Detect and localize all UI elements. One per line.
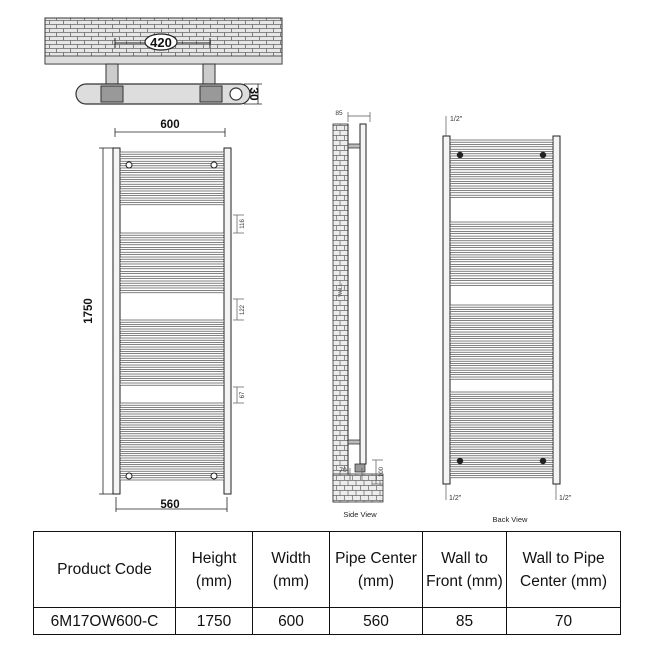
back-view-rail (450, 246, 553, 248)
front-view-rail (120, 267, 224, 269)
front-view-bracket-br (211, 473, 217, 479)
top-view-bracket-right (203, 64, 215, 86)
front-view-bars (120, 152, 224, 480)
front-view-rail (120, 271, 224, 273)
back-view-valve-bottom-left: 1/2" (449, 495, 462, 502)
front-view-spacing-b: 122 (240, 304, 246, 316)
front-view-rail (120, 281, 224, 283)
back-view-rail (450, 328, 553, 330)
top-view-bracket-left (106, 64, 118, 86)
back-view-rail (450, 172, 553, 174)
spec-value-product-code: 6M17OW600-C (34, 608, 176, 635)
top-view-spacing-label: 420 (150, 35, 172, 50)
spec-value-row (34, 608, 621, 635)
back-view-rail (450, 350, 553, 352)
front-view-rail (120, 233, 224, 235)
back-view-rail (450, 392, 553, 394)
back-view-rail (450, 405, 553, 407)
front-view-rail (120, 193, 224, 195)
spec-header-width: Width (mm) (253, 532, 330, 608)
back-view-rail (450, 427, 553, 429)
back-view-rail (450, 314, 553, 316)
front-view-rail (120, 370, 224, 372)
front-view-rail (120, 429, 224, 431)
front-view-rail (120, 447, 224, 449)
front-view-rail (120, 286, 224, 288)
back-view-rail (450, 222, 553, 224)
side-view-valve (355, 464, 365, 472)
side-view-floor (333, 474, 383, 502)
back-view-rail (450, 149, 553, 151)
side-view-front-label: 85 (335, 110, 343, 117)
front-view-rail (120, 247, 224, 249)
spec-header-row (34, 532, 621, 608)
back-view-rail (450, 255, 553, 257)
back-view-rail (450, 414, 553, 416)
spec-value-width: 600 (253, 608, 330, 635)
back-view-rail (450, 250, 553, 252)
front-view-rail (120, 443, 224, 445)
front-view-rail (120, 180, 224, 182)
front-view-rail (120, 361, 224, 363)
back-view-rail (450, 236, 553, 238)
back-view-rail (450, 396, 553, 398)
side-view-wall-label: WALL (338, 283, 344, 297)
back-view-rail (450, 260, 553, 262)
back-view-rail (450, 423, 553, 425)
front-view-rail (120, 421, 224, 423)
front-view-rail (120, 238, 224, 240)
back-view-rail (450, 332, 553, 334)
back-view-rail (450, 154, 553, 156)
front-view-bracket-tl (126, 162, 132, 168)
front-view-rail (120, 243, 224, 245)
top-view-valve-left (101, 86, 123, 102)
back-view-rail (450, 410, 553, 412)
back-view-rail (450, 264, 553, 266)
back-view-rail (450, 323, 553, 325)
front-view-rail (120, 166, 224, 168)
front-view-bracket-bl (126, 473, 132, 479)
front-view-rail (120, 152, 224, 154)
front-view-rail (120, 276, 224, 278)
back-view-rail (450, 355, 553, 357)
back-view-rail (450, 158, 553, 160)
back-view-rail (450, 458, 553, 460)
back-view-rail (450, 140, 553, 142)
back-view-rail (450, 186, 553, 188)
back-view-left-column (443, 136, 450, 484)
spec-header-wall-to-pipe: Wall to Pipe Center (mm) (507, 532, 621, 608)
front-view-rail (120, 334, 224, 336)
back-view-rail (450, 364, 553, 366)
front-view-pipe-label: 560 (160, 499, 180, 511)
back-view-rail (450, 359, 553, 361)
back-view-rail (450, 195, 553, 197)
side-view-radiator (360, 124, 366, 464)
back-view-rail (450, 191, 553, 193)
front-view-rail (120, 379, 224, 381)
spec-value-wall-to-pipe: 70 (507, 608, 621, 635)
back-view-rail (450, 278, 553, 280)
back-view-right-column (553, 136, 560, 484)
back-view-rail (450, 337, 553, 339)
back-view-rail (450, 449, 553, 451)
top-view-valve-right (200, 86, 222, 102)
back-view-rail (450, 168, 553, 170)
back-view-caption: Back View (492, 515, 528, 524)
back-view-rail (450, 471, 553, 473)
back-view-rail (450, 462, 553, 464)
front-view-rail (120, 469, 224, 471)
back-view-rail (450, 377, 553, 379)
side-view-bracket-top (348, 144, 360, 148)
spec-header-pipe-center: Pipe Center (mm) (330, 532, 423, 608)
back-view-rail (450, 269, 553, 271)
front-view-rail (120, 343, 224, 345)
back-view-rail (450, 227, 553, 229)
front-view-rail (120, 338, 224, 340)
front-view-rail (120, 460, 224, 462)
back-view-rail (450, 181, 553, 183)
front-view-rail (120, 478, 224, 480)
front-view-rail (120, 407, 224, 409)
front-view-width-label: 600 (160, 119, 180, 131)
back-view-rail (450, 346, 553, 348)
back-view-valve-bottom-right: 1/2" (559, 495, 572, 502)
spec-table (33, 531, 621, 635)
front-view-rail (120, 465, 224, 467)
back-view-bracket-tr (540, 152, 546, 158)
spec-header-wall-to-front: Wall to Front (mm) (423, 532, 507, 608)
back-view-rail (450, 163, 553, 165)
front-view (83, 119, 246, 512)
front-view-rail (120, 356, 224, 358)
top-view-projection-label: 30 (247, 87, 261, 101)
back-view-rail (450, 341, 553, 343)
spec-header-product-code: Product Code (34, 532, 176, 608)
front-view-rail (120, 456, 224, 458)
front-view-spacing-a: 116 (240, 219, 246, 229)
spec-value-pipe-center: 560 (330, 608, 423, 635)
back-view-bracket-bl (457, 458, 463, 464)
front-view-rail (120, 425, 224, 427)
front-view-rail (120, 374, 224, 376)
back-view-rail (450, 231, 553, 233)
back-view-rail (450, 401, 553, 403)
back-view-rail (450, 310, 553, 312)
back-view-rail (450, 373, 553, 375)
side-view-bottom-offset: 100 (379, 466, 385, 478)
top-view-end-cap (230, 88, 242, 100)
spec-header-height: Height (mm) (176, 532, 253, 608)
front-view-rail (120, 365, 224, 367)
front-view-left-column (113, 148, 120, 494)
top-view (45, 18, 282, 104)
front-view-rail (120, 198, 224, 200)
back-view-rail (450, 305, 553, 307)
front-view-height-label: 1750 (83, 298, 95, 324)
front-view-rail (120, 325, 224, 327)
front-view-rail (120, 262, 224, 264)
front-view-rail (120, 170, 224, 172)
front-view-rail (120, 347, 224, 349)
front-view-rail (120, 451, 224, 453)
front-view-rail (120, 383, 224, 385)
back-view-rail (450, 476, 553, 478)
side-view-wall (333, 124, 348, 502)
back-view-rail (450, 436, 553, 438)
back-view-rail (450, 440, 553, 442)
back-view-rail (450, 432, 553, 434)
back-view-rail (450, 274, 553, 276)
front-view-rail (120, 438, 224, 440)
front-view-rail (120, 161, 224, 163)
front-view-bracket-tr (211, 162, 217, 168)
back-view-rail (450, 454, 553, 456)
back-view-bracket-tl (457, 152, 463, 158)
front-view-rail (120, 157, 224, 159)
back-view-valve-top: 1/2" (450, 116, 463, 123)
back-view-rail (450, 445, 553, 447)
back-view (443, 116, 572, 524)
back-view-rail (450, 467, 553, 469)
front-view-rail (120, 412, 224, 414)
front-view-right-column (224, 148, 231, 494)
back-view-rail (450, 145, 553, 147)
front-view-rail (120, 291, 224, 293)
front-view-rail (120, 434, 224, 436)
front-view-rail (120, 329, 224, 331)
front-view-rail (120, 320, 224, 322)
back-view-rail (450, 283, 553, 285)
side-view-bracket-bottom (348, 440, 360, 444)
side-view-caption: Side View (343, 510, 377, 519)
front-view-rail (120, 203, 224, 205)
front-view-rail (120, 257, 224, 259)
top-view-wall-face (45, 56, 282, 64)
back-view-rail (450, 241, 553, 243)
spec-value-height: 1750 (176, 608, 253, 635)
back-view-rail (450, 418, 553, 420)
back-view-bars (450, 140, 553, 478)
side-view (333, 110, 385, 519)
side-view-pipe-label: 70 (339, 467, 347, 474)
back-view-rail (450, 319, 553, 321)
back-view-rail (450, 177, 553, 179)
back-view-bracket-br (540, 458, 546, 464)
front-view-rail (120, 352, 224, 354)
front-view-rail (120, 189, 224, 191)
front-view-spacing-c: 67 (240, 391, 246, 399)
front-view-rail (120, 473, 224, 475)
front-view-rail (120, 416, 224, 418)
front-view-rail (120, 184, 224, 186)
back-view-rail (450, 368, 553, 370)
front-view-rail (120, 175, 224, 177)
spec-value-wall-to-front: 85 (423, 608, 507, 635)
front-view-rail (120, 403, 224, 405)
front-view-rail (120, 252, 224, 254)
